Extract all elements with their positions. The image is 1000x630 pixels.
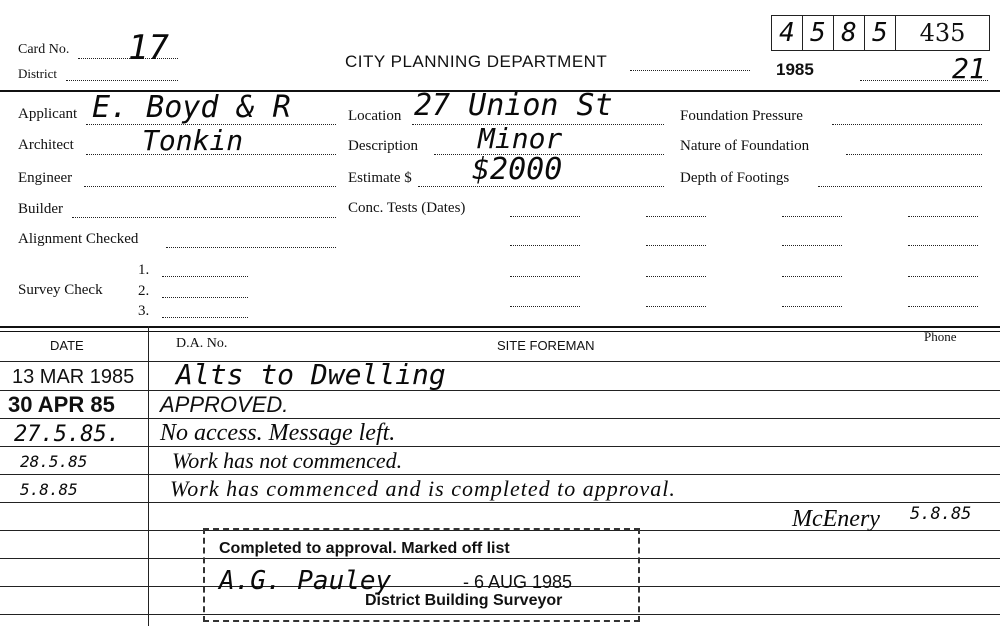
conc-tests-label: Conc. Tests (Dates) xyxy=(348,200,466,216)
engineer-label: Engineer xyxy=(18,170,73,186)
table-top-rule-2 xyxy=(0,331,1000,332)
file-suffix: 435 xyxy=(919,19,966,47)
conc-line-5 xyxy=(510,245,580,246)
district-line xyxy=(66,80,178,81)
row-line-5 xyxy=(0,502,1000,503)
row-line-1 xyxy=(0,390,1000,391)
stamp-date: - 6 AUG 1985 xyxy=(463,572,573,592)
applicant-value: E. Boyd & R xyxy=(92,90,291,125)
depth-of-footings-label: Depth of Footings xyxy=(680,170,790,186)
file-digit-1: 4 xyxy=(772,16,803,50)
foundation-pressure-label: Foundation Pressure xyxy=(680,108,803,124)
description-label: Description xyxy=(348,138,418,154)
estimate-value: $2000 xyxy=(472,152,563,187)
completion-stamp xyxy=(203,528,640,622)
survey-line-2 xyxy=(162,297,248,298)
date-header: DATE xyxy=(50,338,84,353)
year: 1985 xyxy=(776,60,814,79)
architect-label: Architect xyxy=(18,137,74,153)
conc-line-4 xyxy=(908,216,978,217)
stamp-completed-text: Completed to approval. Marked off list xyxy=(219,540,510,557)
card-no-value: 17 xyxy=(128,28,169,68)
nature-of-foundation-line xyxy=(846,154,982,155)
row-3-entry: No access. Message left. xyxy=(160,420,396,446)
alignment-line xyxy=(166,247,336,248)
title-line xyxy=(630,70,750,71)
district-label: District xyxy=(18,66,57,81)
conc-line-11 xyxy=(782,276,842,277)
survey-item-3: 3. xyxy=(138,303,150,319)
foundation-pressure-line xyxy=(832,124,982,125)
applicant-label: Applicant xyxy=(18,106,78,122)
file-digit-3: 8 xyxy=(834,16,865,50)
row-5-date: 5.8.85 xyxy=(20,480,78,499)
card-no-label: Card No. xyxy=(18,42,70,57)
survey-item-2: 2. xyxy=(138,283,150,299)
phone-header: Phone xyxy=(924,329,957,344)
department-title: CITY PLANNING DEPARTMENT xyxy=(345,52,608,71)
conc-line-10 xyxy=(646,276,706,277)
survey-item-1: 1. xyxy=(138,262,150,278)
survey-line-1 xyxy=(162,276,248,277)
alignment-label: Alignment Checked xyxy=(18,231,139,247)
conc-line-8 xyxy=(908,245,978,246)
conc-line-16 xyxy=(908,306,978,307)
nature-of-foundation-label: Nature of Foundation xyxy=(680,138,810,154)
file-digit-2: 5 xyxy=(803,16,834,50)
depth-of-footings-line xyxy=(818,186,982,187)
conc-line-7 xyxy=(782,245,842,246)
site-foreman-header: SITE FOREMAN xyxy=(497,338,595,353)
conc-line-2 xyxy=(646,216,706,217)
architect-value: Tonkin xyxy=(142,124,244,157)
stamp-signature: A.G. Pauley xyxy=(219,566,392,596)
survey-line-3 xyxy=(162,317,248,318)
stamp-surveyor-text: District Building Surveyor xyxy=(365,592,563,609)
row-5-entry: Work has commenced and is completed to approval. xyxy=(170,476,676,501)
foreman-signature-date: 5.8.85 xyxy=(910,504,972,524)
conc-line-15 xyxy=(782,306,842,307)
row-line-0 xyxy=(0,361,1000,362)
description-value: Minor xyxy=(478,122,563,155)
row-2-entry: APPROVED. xyxy=(160,392,289,417)
conc-line-13 xyxy=(510,306,580,307)
engineer-line xyxy=(84,186,336,187)
row-4-entry: Work has not commenced. xyxy=(172,448,403,473)
location-label: Location xyxy=(348,108,402,124)
location-value: 27 Union St xyxy=(414,88,613,123)
conc-line-6 xyxy=(646,245,706,246)
conc-line-14 xyxy=(646,306,706,307)
survey-check-label: Survey Check xyxy=(18,282,103,298)
foreman-signature: McEnery xyxy=(792,506,880,532)
row-4-date: 28.5.85 xyxy=(20,452,88,471)
da-no-header: D.A. No. xyxy=(176,336,228,351)
conc-line-1 xyxy=(510,216,580,217)
builder-line xyxy=(72,217,336,218)
row-3-date: 27.5.85. xyxy=(14,422,120,447)
conc-line-9 xyxy=(510,276,580,277)
row-1-date: 13 MAR 1985 xyxy=(12,366,135,388)
builder-label: Builder xyxy=(18,201,63,217)
row-line-3 xyxy=(0,446,1000,447)
conc-line-3 xyxy=(782,216,842,217)
row-2-date: 30 APR 85 xyxy=(8,392,115,417)
row-1-entry: Alts to Dwelling xyxy=(176,358,446,391)
table-top-rule xyxy=(0,326,1000,328)
date-column-divider xyxy=(148,326,149,626)
conc-line-12 xyxy=(908,276,978,277)
file-digit-4: 5 xyxy=(865,16,896,50)
row-line-2 xyxy=(0,418,1000,419)
page-number: 21 xyxy=(952,52,986,85)
file-number-box xyxy=(771,15,990,51)
row-line-4 xyxy=(0,474,1000,475)
estimate-label: Estimate $ xyxy=(348,170,412,186)
